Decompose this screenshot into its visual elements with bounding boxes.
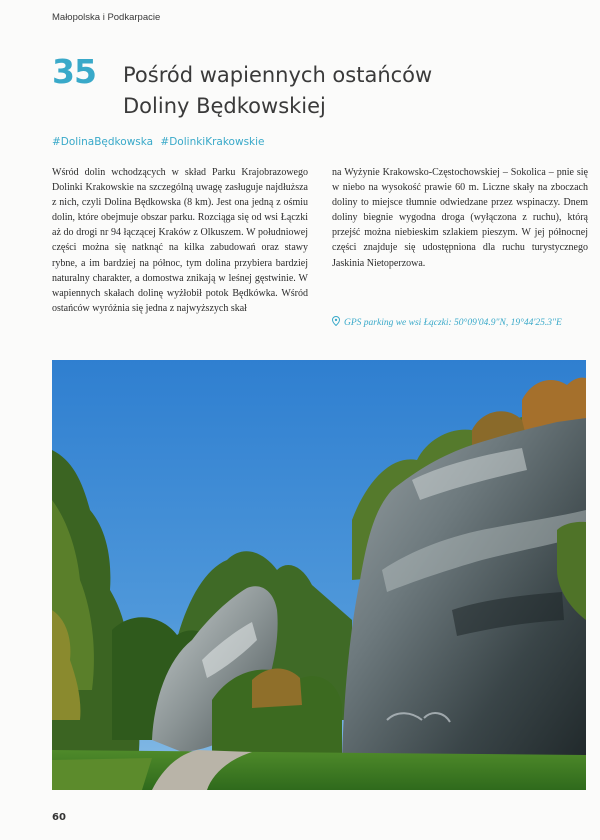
hashtag[interactable]: #DolinkiKrakowskie <box>160 136 265 148</box>
chapter-number: 35 <box>52 52 96 91</box>
body-paragraph: na Wyżynie Krakowsko-Częstochowskiej – Sokolica – pnie się w niebo na wysokość prawie 60 m. Liczne skały na zboczach doliny to miejsce tłumnie odwiedzane przez wspinaczy. Dnem doliny biegnie wygodna droga (wyłączona z ruchu), którą przejść można niebieskim szlakiem pieszym. W jej północnej części znajduje się udostępniona dla ruchu turystycznego Jaskinia Nietoperzowa. <box>332 167 588 269</box>
chapter-title <box>123 60 563 122</box>
photo-limestone-rocks <box>52 360 586 790</box>
region-header: Małopolska i Podkarpacie <box>52 12 161 23</box>
chapter-title-line-2: Doliny Będkowskiej <box>123 94 326 118</box>
body-paragraph: Wśród dolin wchodzących w skład Parku Krajobrazowego Dolinki Krakowskie na szczególną uwagę zasługuje najdłuższa z nich, czyli Dolina Będkowska (8 km). Jest ona jedną z ośmiu dolin, które obejmuje obszar parku. Rozciąga się od wsi Łączki aż do drogi nr 94 łączącej Kraków z Olkuszem. W południowej części można się natknąć na kilka zabudowań oraz stawy rybne, a im bardziej na północ, tym dolina przybiera bardziej naturalny charakter, a domostwa znikają w leśnej gęstwinie. W wapiennych skałach dolinę wyżłobił potok Będkówka. Wśród ostańców wyróżnia się jedna z najwyższych skał <box>52 167 308 314</box>
chapter-title-line-1: Pośród wapiennych ostańców <box>123 63 433 87</box>
location-pin-icon <box>332 316 340 329</box>
hashtag[interactable]: #DolinaBędkowska <box>52 136 154 148</box>
gps-info <box>332 316 592 329</box>
gps-label: GPS parking we wsi Łączki: 50°09'04.9"N, 19°44'25.3"E <box>344 318 562 328</box>
body-column-left <box>52 165 308 316</box>
body-column-right <box>332 165 588 271</box>
hashtags <box>52 136 265 148</box>
page-number: 60 <box>52 812 66 823</box>
